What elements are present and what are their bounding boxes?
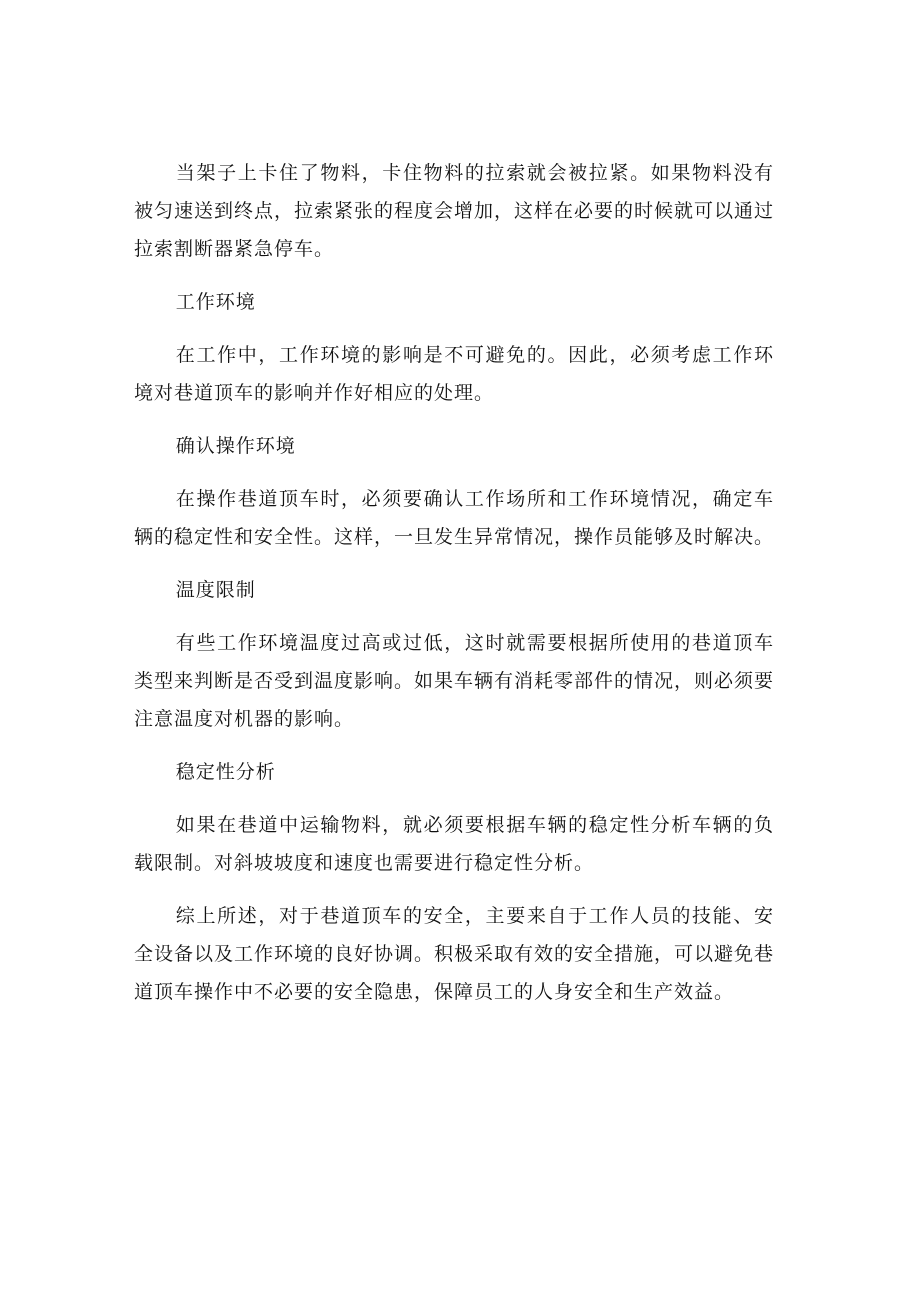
paragraph-work-environment: 在工作中，工作环境的影响是不可避免的。因此，必须考虑工作环境对巷道顶车的影响并作好相应的处理。 [134,344,774,404]
heading-work-environment: 工作环境 [175,291,256,313]
paragraph-stability-analysis: 如果在巷道中运输物料，就必须要根据车辆的稳定性分析车辆的负载限制。对斜坡坡度和速度也需要进行稳定性分析。 [134,814,774,874]
heading-temperature-limits: 温度限制 [175,579,256,601]
paragraph-temperature-limits: 有些工作环境温度过高或过低，这时就需要根据所使用的巷道顶车类型来判断是否受到温度影响。如果车辆有消耗零部件的情况，则必须要注意温度对机器的影响。 [134,632,775,730]
document-body [134,154,774,1026]
paragraph-cable-tension: 当架子上卡住了物料，卡住物料的拉索就会被拉紧。如果物料没有被匀速送到终点，拉索紧张的程度会增加，这样在必要的时候就可以通过拉索割断器紧急停车。 [134,162,775,260]
paragraph-summary: 综上所述，对于巷道顶车的安全，主要来自于工作人员的技能、安全设备以及工作环境的良好协调。积极采取有效的安全措施，可以避免巷道顶车操作中不必要的安全隐患，保障员工的人身安全和生产效益。 [134,905,775,1003]
heading-confirm-operating-environment: 确认操作环境 [175,435,296,457]
heading-stability-analysis: 稳定性分析 [175,761,276,783]
paragraph-confirm-operating-environment: 在操作巷道顶车时，必须要确认工作场所和工作环境情况，确定车辆的稳定性和安全性。这样，一旦发生异常情况，操作员能够及时解决。 [134,488,775,548]
